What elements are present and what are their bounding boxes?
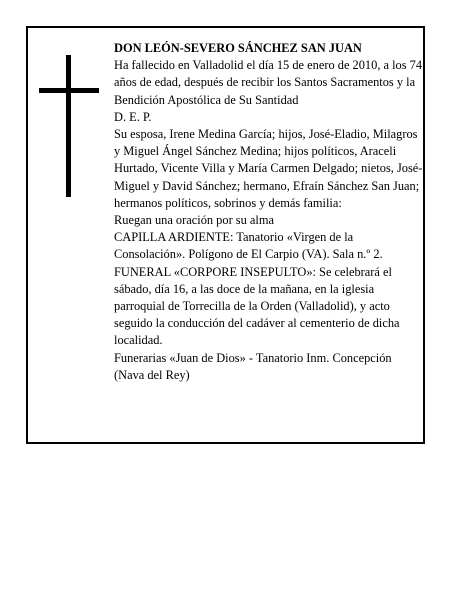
deceased-name: DON LEÓN-SEVERO SÁNCHEZ SAN JUAN — [114, 41, 362, 55]
chapel-info: CAPILLA ARDIENTE: Tanatorio «Virgen de la Consolación». Polígono de El Carpio (VA). Sala n.º 2. — [114, 230, 383, 262]
notice-text — [114, 40, 424, 384]
funeral-home: Funerarias «Juan de Dios» - Tanatorio Inm. Concepción (Nava del Rey) — [114, 350, 392, 382]
cross-vertical-bar — [66, 55, 71, 197]
family-list: Su esposa, Irene Medina García; hijos, José-Eladio, Milagros y Miguel Ángel Sánchez Medina; hijos políticos, Araceli Hurtado, Vicente Villa y María Carmen Delgado; nietos, José-Miguel y David Sánchez; hermano, Efraín Sánchez San Juan; hermanos políticos, sobrinos y demás familia: — [114, 127, 423, 210]
obituary-notice — [26, 26, 425, 444]
funeral-info: FUNERAL «CORPORE INSEPULTO»: Se celebrará el sábado, día 16, a las doce de la mañana, en la iglesia parroquial de Torrecilla de la Orden (Valladolid), y acto seguido la conducción del cadáver al cementerio de dicha localidad. — [114, 264, 400, 348]
death-announcement: Ha fallecido en Valladolid el día 15 de enero de 2010, a los 74 años de edad, después de recibir los Santos Sacramentos y la Bendición Apostólica de Su Santidad — [114, 58, 423, 107]
prayer-request: Ruegan una oración por su alma — [114, 213, 274, 228]
cross-horizontal-bar — [39, 88, 99, 93]
dep-line: D. E. P. — [114, 109, 152, 124]
cross-icon — [39, 55, 99, 197]
